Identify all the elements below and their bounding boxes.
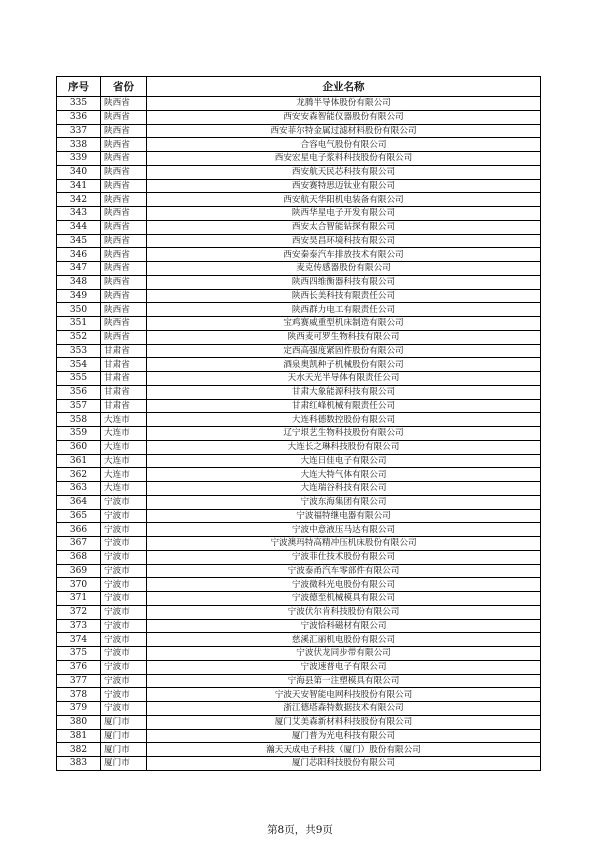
province-cell: 陕西省 — [101, 165, 147, 179]
table-row — [57, 619, 541, 633]
company-name-cell: 西安秦泰汽车排放技术有限公司 — [147, 248, 541, 262]
province-cell: 陕西省 — [101, 207, 147, 221]
province-cell: 宁波市 — [101, 605, 147, 619]
table-row — [57, 97, 541, 111]
serial-number-cell: 376 — [57, 660, 101, 674]
serial-number-cell: 342 — [57, 193, 101, 207]
province-cell: 宁波市 — [101, 509, 147, 523]
serial-number-cell: 373 — [57, 619, 101, 633]
province-cell: 甘肃省 — [101, 344, 147, 358]
serial-number-cell: 349 — [57, 289, 101, 303]
table-row — [57, 248, 541, 262]
serial-number-cell: 360 — [57, 440, 101, 454]
serial-number-cell: 345 — [57, 234, 101, 248]
table-row — [57, 729, 541, 743]
province-cell: 陕西省 — [101, 193, 147, 207]
serial-number-cell: 347 — [57, 262, 101, 276]
company-name-cell: 宝鸡赛威重型机床制造有限公司 — [147, 317, 541, 331]
province-cell: 大连市 — [101, 440, 147, 454]
serial-number-cell: 381 — [57, 729, 101, 743]
province-cell: 宁波市 — [101, 537, 147, 551]
province-cell: 宁波市 — [101, 495, 147, 509]
table-row — [57, 399, 541, 413]
serial-number-cell: 363 — [57, 482, 101, 496]
province-cell: 陕西省 — [101, 330, 147, 344]
serial-number-cell: 371 — [57, 592, 101, 606]
company-name-cell: 大连长之琳科技股份有限公司 — [147, 440, 541, 454]
company-name-cell: 宁波恰科磁材有限公司 — [147, 619, 541, 633]
serial-number-cell: 351 — [57, 317, 101, 331]
province-cell: 大连市 — [101, 482, 147, 496]
company-name-cell: 西安赛特思迈钛业有限公司 — [147, 179, 541, 193]
province-cell: 陕西省 — [101, 138, 147, 152]
province-cell: 宁波市 — [101, 592, 147, 606]
company-name-cell: 陕西长美科技有限责任公司 — [147, 289, 541, 303]
header-company-name: 企业名称 — [147, 77, 541, 97]
company-name-cell: 厦门普为光电科技有限公司 — [147, 729, 541, 743]
header-province: 省份 — [101, 77, 147, 97]
serial-number-cell: 341 — [57, 179, 101, 193]
serial-number-cell: 372 — [57, 605, 101, 619]
company-name-cell: 西安航天华阳机电装备有限公司 — [147, 193, 541, 207]
serial-number-cell: 357 — [57, 399, 101, 413]
page-number-footer: 第8页，共9页 — [267, 824, 333, 836]
company-name-cell: 定西高强度紧固件股份有限公司 — [147, 344, 541, 358]
company-name-cell: 宁波天安智能电网科技股份有限公司 — [147, 688, 541, 702]
table-row — [57, 344, 541, 358]
table-row — [57, 220, 541, 234]
serial-number-cell: 355 — [57, 372, 101, 386]
table-row — [57, 647, 541, 661]
province-cell: 甘肃省 — [101, 399, 147, 413]
company-name-cell: 厦门芯阳科技股份有限公司 — [147, 757, 541, 771]
province-cell: 宁波市 — [101, 702, 147, 716]
province-cell: 大连市 — [101, 427, 147, 441]
table-row — [57, 358, 541, 372]
province-cell: 陕西省 — [101, 262, 147, 276]
serial-number-cell: 359 — [57, 427, 101, 441]
company-name-cell: 西安菲尔特金属过滤材料股份有限公司 — [147, 124, 541, 138]
serial-number-cell: 362 — [57, 468, 101, 482]
table-row — [57, 509, 541, 523]
province-cell: 宁波市 — [101, 550, 147, 564]
province-cell: 厦门市 — [101, 743, 147, 757]
company-name-cell: 瀚天天成电子科技（厦门）股份有限公司 — [147, 743, 541, 757]
province-cell: 大连市 — [101, 468, 147, 482]
province-cell: 陕西省 — [101, 317, 147, 331]
table-row — [57, 702, 541, 716]
company-name-cell: 宁波澳玛特高精冲压机床股份有限公司 — [147, 537, 541, 551]
company-name-cell: 宁波德至机械模具有限公司 — [147, 592, 541, 606]
province-cell: 大连市 — [101, 454, 147, 468]
table-body — [57, 97, 541, 771]
province-cell: 宁波市 — [101, 564, 147, 578]
company-name-cell: 甘肃红峰机械有限责任公司 — [147, 399, 541, 413]
province-cell: 陕西省 — [101, 97, 147, 111]
serial-number-cell: 382 — [57, 743, 101, 757]
serial-number-cell: 361 — [57, 454, 101, 468]
table-row — [57, 564, 541, 578]
table-row — [57, 523, 541, 537]
serial-number-cell: 343 — [57, 207, 101, 221]
province-cell: 宁波市 — [101, 523, 147, 537]
company-name-cell: 宁波微科光电股份有限公司 — [147, 578, 541, 592]
serial-number-cell: 383 — [57, 757, 101, 771]
serial-number-cell: 380 — [57, 715, 101, 729]
table-row — [57, 303, 541, 317]
serial-number-cell: 367 — [57, 537, 101, 551]
serial-number-cell: 354 — [57, 358, 101, 372]
serial-number-cell: 336 — [57, 110, 101, 124]
company-name-cell: 大连日佳电子有限公司 — [147, 454, 541, 468]
serial-number-cell: 352 — [57, 330, 101, 344]
serial-number-cell: 335 — [57, 97, 101, 111]
company-name-cell: 西安太合智能钻探有限公司 — [147, 220, 541, 234]
table-row — [57, 110, 541, 124]
table-row — [57, 317, 541, 331]
table-row — [57, 454, 541, 468]
province-cell: 宁波市 — [101, 688, 147, 702]
table-row — [57, 385, 541, 399]
table-row — [57, 372, 541, 386]
serial-number-cell: 368 — [57, 550, 101, 564]
company-name-cell: 西安宏星电子浆料科技股份有限公司 — [147, 152, 541, 166]
company-name-cell: 宁波速普电子有限公司 — [147, 660, 541, 674]
table-row — [57, 413, 541, 427]
province-cell: 陕西省 — [101, 220, 147, 234]
company-name-cell: 大连科德数控股份有限公司 — [147, 413, 541, 427]
company-name-cell: 宁波伏龙同步带有限公司 — [147, 647, 541, 661]
serial-number-cell: 365 — [57, 509, 101, 523]
province-cell: 宁波市 — [101, 647, 147, 661]
company-name-cell: 西安航天民芯科技有限公司 — [147, 165, 541, 179]
company-name-cell: 宁波伏尔肯科技股份有限公司 — [147, 605, 541, 619]
table-row — [57, 234, 541, 248]
table-header-row — [57, 77, 541, 97]
serial-number-cell: 337 — [57, 124, 101, 138]
table-row — [57, 633, 541, 647]
serial-number-cell: 369 — [57, 564, 101, 578]
company-name-cell: 龙腾半导体股份有限公司 — [147, 97, 541, 111]
company-name-cell: 宁波菲仕技术股份有限公司 — [147, 550, 541, 564]
company-name-cell: 麦克传感器股份有限公司 — [147, 262, 541, 276]
serial-number-cell: 348 — [57, 275, 101, 289]
table-row — [57, 688, 541, 702]
serial-number-cell: 340 — [57, 165, 101, 179]
company-name-cell: 甘肃大象能源科技有限公司 — [147, 385, 541, 399]
province-cell: 宁波市 — [101, 619, 147, 633]
serial-number-cell: 353 — [57, 344, 101, 358]
company-name-cell: 西安安森智能仪器股份有限公司 — [147, 110, 541, 124]
serial-number-cell: 374 — [57, 633, 101, 647]
table-row — [57, 537, 541, 551]
company-name-cell: 陕西麦可罗生物科技有限公司 — [147, 330, 541, 344]
company-name-cell: 宁波泰甬汽车零部件有限公司 — [147, 564, 541, 578]
company-name-cell: 浙江德塔森特数据技术有限公司 — [147, 702, 541, 716]
company-name-cell: 西安昊昌环境科技有限公司 — [147, 234, 541, 248]
table-row — [57, 138, 541, 152]
province-cell: 甘肃省 — [101, 372, 147, 386]
serial-number-cell: 370 — [57, 578, 101, 592]
serial-number-cell: 377 — [57, 674, 101, 688]
serial-number-cell: 364 — [57, 495, 101, 509]
table-row — [57, 152, 541, 166]
company-name-cell: 大连大特气体有限公司 — [147, 468, 541, 482]
company-name-cell: 陕西群力电工有限责任公司 — [147, 303, 541, 317]
province-cell: 甘肃省 — [101, 385, 147, 399]
serial-number-cell: 344 — [57, 220, 101, 234]
table-row — [57, 124, 541, 138]
table-row — [57, 330, 541, 344]
table-row — [57, 275, 541, 289]
serial-number-cell: 378 — [57, 688, 101, 702]
table-row — [57, 757, 541, 771]
company-name-cell: 合容电气股份有限公司 — [147, 138, 541, 152]
table-row — [57, 468, 541, 482]
company-name-cell: 宁波中意液压马达有限公司 — [147, 523, 541, 537]
province-cell: 陕西省 — [101, 152, 147, 166]
province-cell: 厦门市 — [101, 729, 147, 743]
table-row — [57, 605, 541, 619]
company-name-cell: 陕西华星电子开发有限公司 — [147, 207, 541, 221]
serial-number-cell: 346 — [57, 248, 101, 262]
company-name-cell: 陕西四维衡器科技有限公司 — [147, 275, 541, 289]
province-cell: 陕西省 — [101, 248, 147, 262]
serial-number-cell: 338 — [57, 138, 101, 152]
table-row — [57, 262, 541, 276]
table-row — [57, 674, 541, 688]
company-name-cell: 大连瑞谷科技有限公司 — [147, 482, 541, 496]
serial-number-cell: 356 — [57, 385, 101, 399]
province-cell: 宁波市 — [101, 674, 147, 688]
province-cell: 陕西省 — [101, 275, 147, 289]
province-cell: 宁波市 — [101, 578, 147, 592]
province-cell: 厦门市 — [101, 715, 147, 729]
table-row — [57, 289, 541, 303]
company-name-cell: 天水天光半导体有限责任公司 — [147, 372, 541, 386]
province-cell: 大连市 — [101, 413, 147, 427]
table-row — [57, 743, 541, 757]
company-name-cell: 宁波福特继电器有限公司 — [147, 509, 541, 523]
serial-number-cell: 375 — [57, 647, 101, 661]
serial-number-cell: 350 — [57, 303, 101, 317]
serial-number-cell: 379 — [57, 702, 101, 716]
table-row — [57, 179, 541, 193]
table-row — [57, 550, 541, 564]
province-cell: 陕西省 — [101, 234, 147, 248]
table-row — [57, 165, 541, 179]
province-cell: 甘肃省 — [101, 358, 147, 372]
province-cell: 厦门市 — [101, 757, 147, 771]
table-row — [57, 482, 541, 496]
company-name-cell: 酒泉奥凯种子机械股份有限公司 — [147, 358, 541, 372]
company-name-cell: 厦门艾美森新材料科技股份有限公司 — [147, 715, 541, 729]
table-row — [57, 592, 541, 606]
province-cell: 陕西省 — [101, 179, 147, 193]
serial-number-cell: 366 — [57, 523, 101, 537]
table-row — [57, 660, 541, 674]
province-cell: 陕西省 — [101, 124, 147, 138]
province-cell: 陕西省 — [101, 110, 147, 124]
table-row — [57, 440, 541, 454]
table-row — [57, 495, 541, 509]
table-row — [57, 193, 541, 207]
company-table — [56, 76, 541, 771]
table-row — [57, 207, 541, 221]
serial-number-cell: 339 — [57, 152, 101, 166]
province-cell: 陕西省 — [101, 289, 147, 303]
table-row — [57, 578, 541, 592]
table-row — [57, 427, 541, 441]
company-name-cell: 慈溪汇丽机电股份有限公司 — [147, 633, 541, 647]
company-name-cell: 宁波东海集团有限公司 — [147, 495, 541, 509]
header-serial-number: 序号 — [57, 77, 101, 97]
company-name-cell: 宁海县第一注塑模具有限公司 — [147, 674, 541, 688]
province-cell: 陕西省 — [101, 303, 147, 317]
serial-number-cell: 358 — [57, 413, 101, 427]
company-name-cell: 辽宁垠艺生物科技股份有限公司 — [147, 427, 541, 441]
table-row — [57, 715, 541, 729]
province-cell: 宁波市 — [101, 660, 147, 674]
province-cell: 宁波市 — [101, 633, 147, 647]
